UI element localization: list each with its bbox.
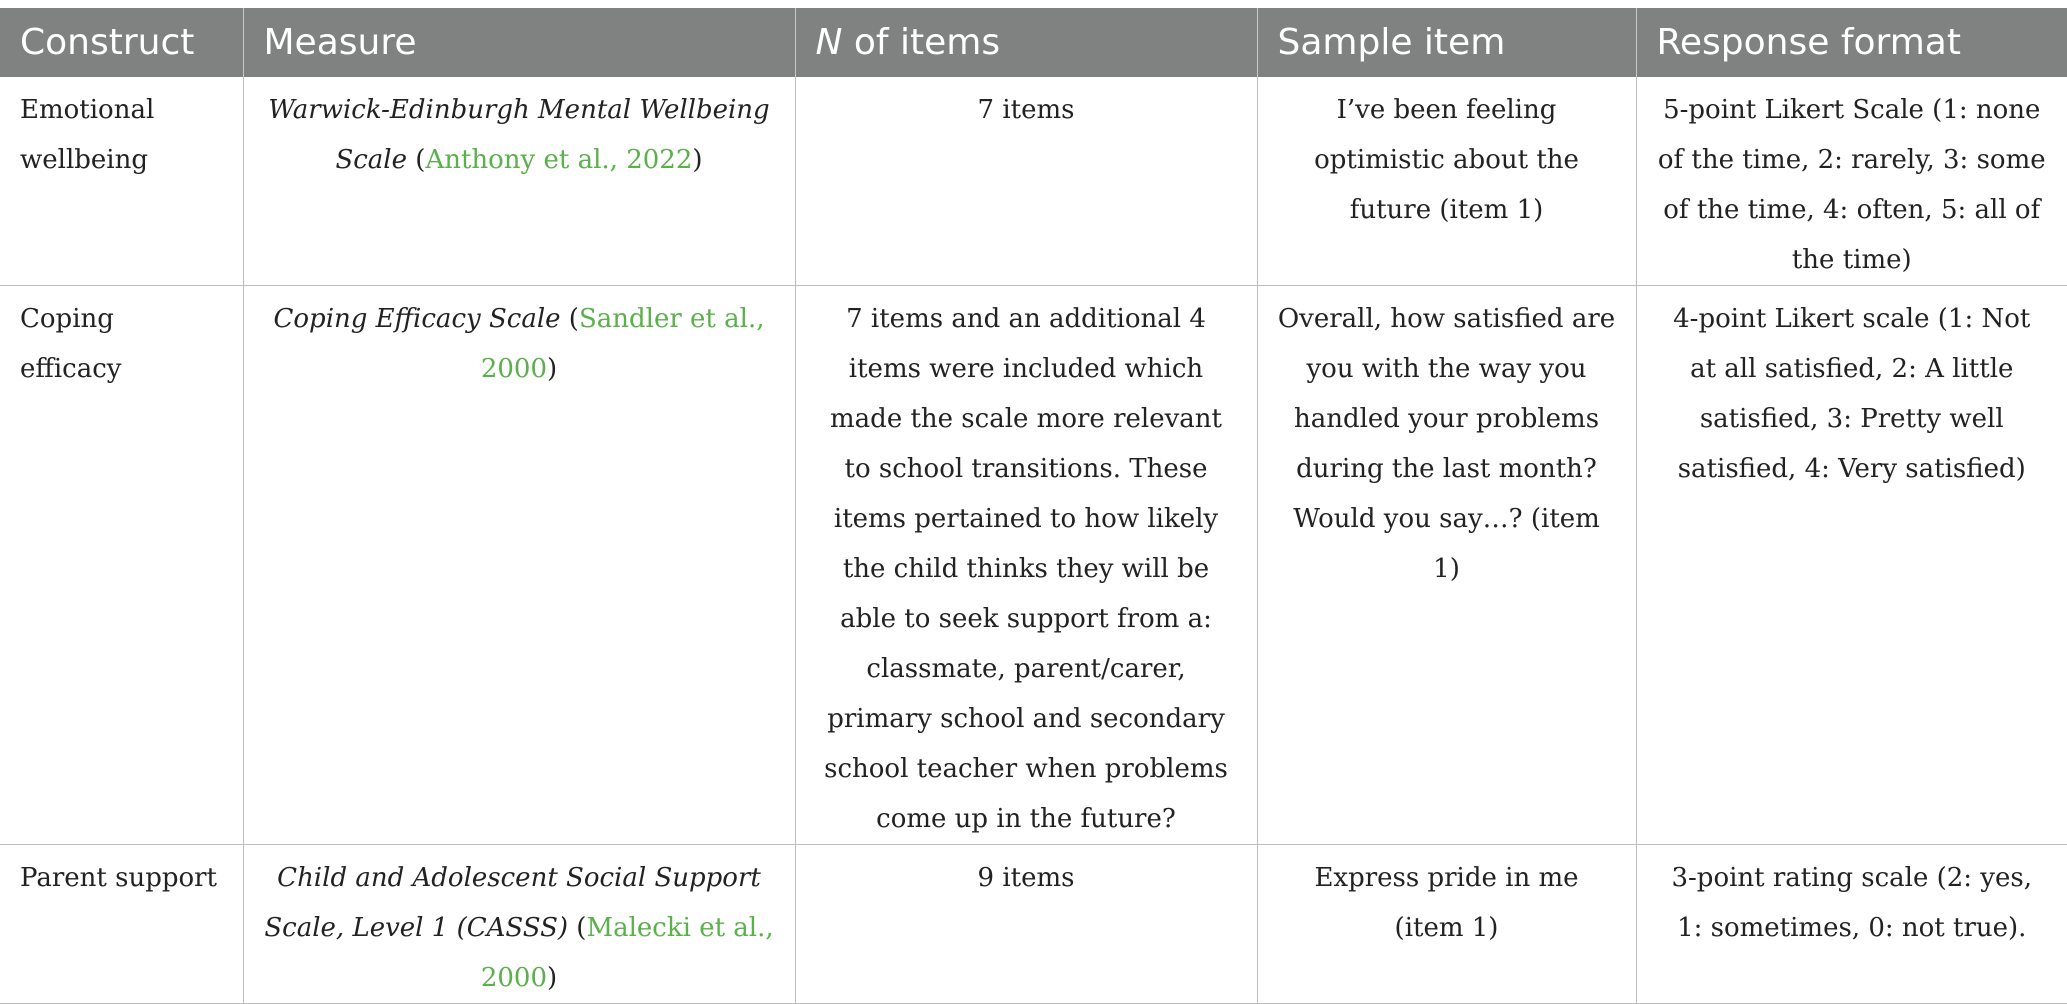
cell-measure: Warwick-Edinburgh Mental Wellbeing Scale (Anthony et al., 2022) [243,77,795,286]
cell-n-items: 7 items and an additional 4 items were included which made the scale more relevant to school transitions. These items pertained to how likely the child thinks they will be able to seek support from a: classmate, parent/carer, primary school and secondary school teacher when problems come up in the future? [795,286,1257,845]
citation-link[interactable]: Anthony et al., 2022 [425,145,693,175]
table-header [0,8,2067,77]
cell-sample-item: Overall, how satisfied are you with the way you handled your problems during the last month? Would you say…? (item 1) [1257,286,1636,845]
table-row [0,286,2067,845]
table-body [0,77,2067,1004]
cell-n-items: 7 items [795,77,1257,286]
header-measure: Measure [243,8,795,77]
cell-response-format: 4-point Likert scale (1: Not at all satisfied, 2: A little satisfied, 3: Pretty well satisfied, 4: Very satisfied) [1636,286,2067,845]
measure-name: Child and Adolescent Social Support Scale, Level 1 (CASSS) [264,863,761,943]
header-response-format: Response format [1636,8,2067,77]
header-n-rest: of items [842,22,1001,63]
measures-table [0,8,2067,1004]
cell-measure: Child and Adolescent Social Support Scale, Level 1 (CASSS) (Malecki et al., 2000) [243,845,795,1004]
cell-measure: Coping Efficacy Scale (Sandler et al., 2000) [243,286,795,845]
cell-sample-item: Express pride in me (item 1) [1257,845,1636,1004]
header-sample-item: Sample item [1257,8,1636,77]
measure-name: Warwick-Edinburgh Mental Wellbeing Scale [268,95,770,175]
table-row [0,845,2067,1004]
table-row [0,77,2067,286]
header-n-italic: N [815,22,843,63]
measure-name: Coping Efficacy Scale [273,304,561,334]
cell-sample-item: I’ve been feeling optimistic about the future (item 1) [1257,77,1636,286]
cell-construct: Parent support [0,845,243,1004]
cell-construct: Emotional wellbeing [0,77,243,286]
cell-construct: Coping efficacy [0,286,243,845]
header-construct: Construct [20,22,195,63]
cell-response-format: 5-point Likert Scale (1: none of the time, 2: rarely, 3: some of the time, 4: often, 5: all of the time) [1636,77,2067,286]
header-n-of-items [795,8,1257,77]
cell-response-format: 3-point rating scale (2: yes, 1: sometimes, 0: not true). [1636,845,2067,1004]
cell-n-items: 9 items [795,845,1257,1004]
header-row [0,8,2067,77]
citation-link[interactable]: Malecki et al., 2000 [480,913,774,993]
citation-link[interactable]: Sandler et al., 2000 [480,304,765,384]
